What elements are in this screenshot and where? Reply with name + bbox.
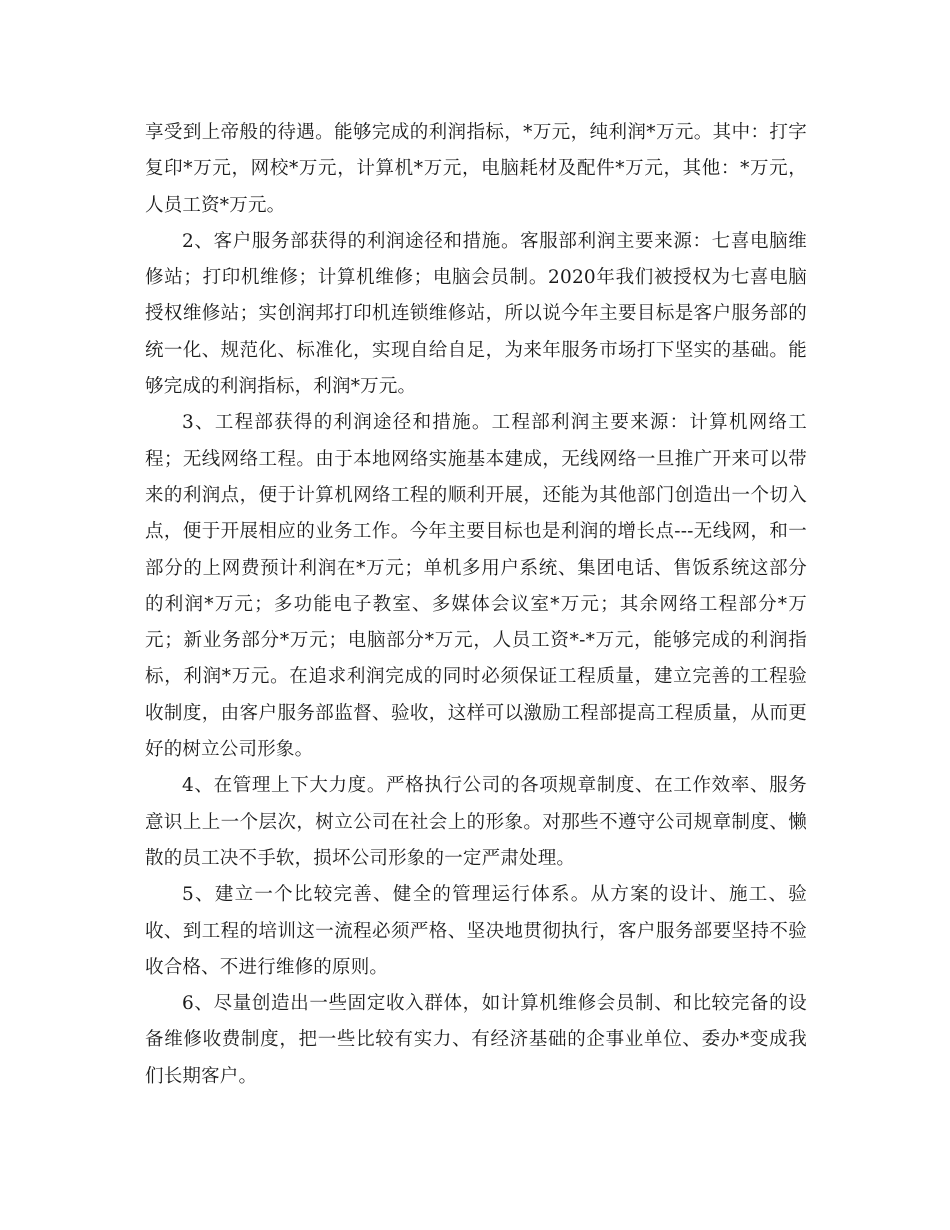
document-body (145, 115, 807, 1095)
paragraph-fixed-income: 6、尽量创造出一些固定收入群体，如计算机维修会员制、和比较完备的设备维修收费制度，把一些比较有实力、有经济基础的企事业单位、委办*变成我们长期客户。 (145, 993, 807, 1087)
paragraph-continuation: 享受到上帝般的待遇。能够完成的利润指标，*万元，纯利润*万元。其中：打字复印*万元，网校*万元，计算机*万元，电脑耗材及配件*万元，其他：*万元，人员工资*万元。 (145, 122, 807, 216)
paragraph-engineering-profit: 3、工程部获得的利润途径和措施。工程部利润主要来源：计算机网络工程；无线网络工程。由于本地网络实施基本建成，无线网络一旦推广开来可以带来的利润点，便于计算机网络工程的顺利开展，还能为其他部门创造出一个切入点，便于开展相应的业务工作。今年主要目标也是利润的增长点---无线网，和一部分的上网费预计利润在*万元；单机多用户系统、集团电话、售饭系统这部分的利润*万元；多功能电子教室、多媒体会议室*万元；其余网络工程部分*万元；新业务部分*万元；电脑部分*万元，人员工资*-*万元，能够完成的利润指标，利润*万元。在追求利润完成的同时必须保证工程质量，建立完善的工程验收制度，由客户服务部监督、验收，这样可以激励工程部提高工程质量，从而更好的树立公司形象。 (145, 412, 807, 761)
paragraph-customer-service-profit: 2、客户服务部获得的利润途径和措施。客服部利润主要来源：七喜电脑维修站；打印机维修；计算机维修；电脑会员制。2020年我们被授权为七喜电脑授权维修站；实创润邦打印机连锁维修站，所以说今年主要目标是客户服务部的统一化、规范化、标准化，实现自给自足，为来年服务市场打下坚实的基础。能够完成的利润指标，利润*万元。 (145, 230, 807, 398)
paragraph-management-system: 5、建立一个比较完善、健全的管理运行体系。从方案的设计、施工、验收、到工程的培训这一流程必须严格、坚决地贯彻执行，客户服务部要坚持不验收合格、不进行维修的原则。 (145, 884, 807, 978)
paragraph-management: 4、在管理上下大力度。严格执行公司的各项规章制度、在工作效率、服务意识上上一个层次，树立公司在社会上的形象。对那些不遵守公司规章制度、懒散的员工决不手软，损坏公司形象的一定严肃处理。 (145, 775, 807, 869)
